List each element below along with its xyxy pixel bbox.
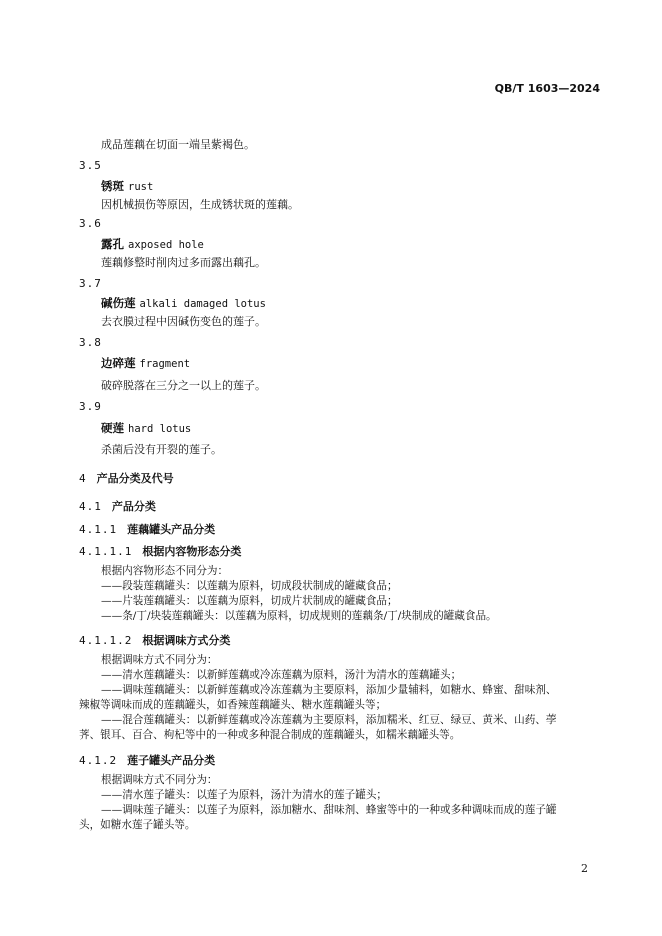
clause-title: 莲子罐头产品分类	[127, 754, 216, 767]
list-item: ——清水莲子罐头：以莲子为原料，汤汁为清水的莲子罐头；	[101, 789, 388, 801]
paragraph-line: 根据调味方式不同分为：	[101, 774, 218, 786]
term-definition: 莲藕修整时削肉过多而露出藕孔。	[101, 256, 266, 269]
term-zh: 锈斑	[101, 179, 124, 193]
clause-number: 4.1.1.2	[79, 634, 133, 647]
term-zh: 硬莲	[101, 421, 124, 435]
clause-heading	[79, 543, 241, 559]
clause-number: 4.1.1	[79, 523, 118, 536]
list-item-continuation: 辣椒等调味而成的莲藕罐头，如香辣莲藕罐头、糖水莲藕罐头等；	[79, 699, 387, 711]
paragraph-line: 根据内容物形态不同分为：	[101, 565, 229, 577]
continuation-text: 成品莲藕在切面一端呈紫褐色。	[101, 138, 255, 151]
term-en: rust	[128, 181, 154, 193]
clause-title: 产品分类及代号	[96, 472, 174, 485]
list-item: ——段装莲藕罐头：以莲藕为原料，切成段状制成的罐藏食品；	[101, 580, 398, 592]
clause-title: 莲藕罐头产品分类	[127, 523, 216, 536]
clause-number: 4.1.2	[79, 754, 118, 767]
list-item: ——条/丁/块装莲藕罐头：以莲藕为原料，切成规则的莲藕条/丁/块制成的罐藏食品。	[101, 610, 497, 622]
clause-number: 4.1	[79, 500, 102, 513]
term-heading	[101, 355, 190, 371]
list-item: ——片装莲藕罐头：以莲藕为原料，切成片状制成的罐藏食品；	[101, 595, 398, 607]
clause-body	[79, 653, 557, 743]
clause-title: 根据调味方式分类	[142, 634, 231, 647]
term-number: 3.9	[79, 400, 102, 413]
clause-body	[79, 564, 497, 624]
clause-heading	[79, 521, 215, 537]
term-number: 3.8	[79, 336, 102, 349]
term-en: axposed hole	[128, 239, 204, 251]
paragraph-line: 根据调味方式不同分为：	[101, 654, 218, 666]
clause-heading	[79, 470, 174, 486]
clause-heading	[79, 752, 215, 768]
clause-body	[79, 773, 557, 833]
list-item: ——清水莲藕罐头：以新鲜莲藕或冷冻莲藕为原料，汤汁为清水的莲藕罐头；	[101, 669, 462, 681]
clause-number: 4	[79, 472, 87, 485]
term-heading	[101, 295, 266, 311]
clause-heading	[79, 498, 156, 514]
term-number: 3.6	[79, 217, 102, 230]
list-item: ——调味莲藕罐头：以新鲜莲藕或冷冻莲藕为主要原料，添加少量辅料，如糖水、蜂蜜、甜味剂、	[101, 684, 557, 696]
list-item-continuation: 头，如糖水莲子罐头等。	[79, 819, 196, 831]
term-definition: 杀菌后没有开裂的莲子。	[101, 443, 222, 456]
term-en: fragment	[139, 358, 191, 370]
clause-heading	[79, 632, 230, 648]
term-heading	[101, 178, 153, 194]
term-en: hard lotus	[128, 423, 192, 435]
term-definition: 去衣膜过程中因碱伤变色的莲子。	[101, 315, 266, 328]
term-definition: 破碎脱落在三分之一以上的莲子。	[101, 379, 266, 392]
term-number: 3.7	[79, 277, 102, 290]
clause-number: 4.1.1.1	[79, 545, 133, 558]
clause-title: 根据内容物形态分类	[142, 545, 242, 558]
term-zh: 边碎莲	[101, 356, 136, 370]
list-item: ——混合莲藕罐头：以新鲜莲藕或冷冻莲藕为主要原料，添加糯米、红豆、绿豆、黄米、山药、荸	[101, 714, 557, 726]
term-en: alkali damaged lotus	[139, 298, 266, 310]
term-number: 3.5	[79, 159, 102, 172]
term-definition: 因机械损伤等原因，生成锈状斑的莲藕。	[101, 198, 299, 211]
term-zh: 碱伤莲	[101, 296, 136, 310]
list-item-continuation: 荠、银耳、百合、枸杞等中的一种或多种混合制成的莲藕罐头，如糯米藕罐头等。	[79, 729, 461, 741]
standard-number: QB/T 1603—2024	[494, 82, 600, 95]
term-heading	[101, 420, 191, 436]
clause-title: 产品分类	[111, 500, 156, 513]
term-heading	[101, 236, 204, 252]
list-item: ——调味莲子罐头：以莲子为原料，添加糖水、甜味剂、蜂蜜等中的一种或多种调味而成的莲子罐	[101, 804, 557, 816]
page-number: 2	[581, 862, 588, 875]
term-zh: 露孔	[101, 237, 124, 251]
